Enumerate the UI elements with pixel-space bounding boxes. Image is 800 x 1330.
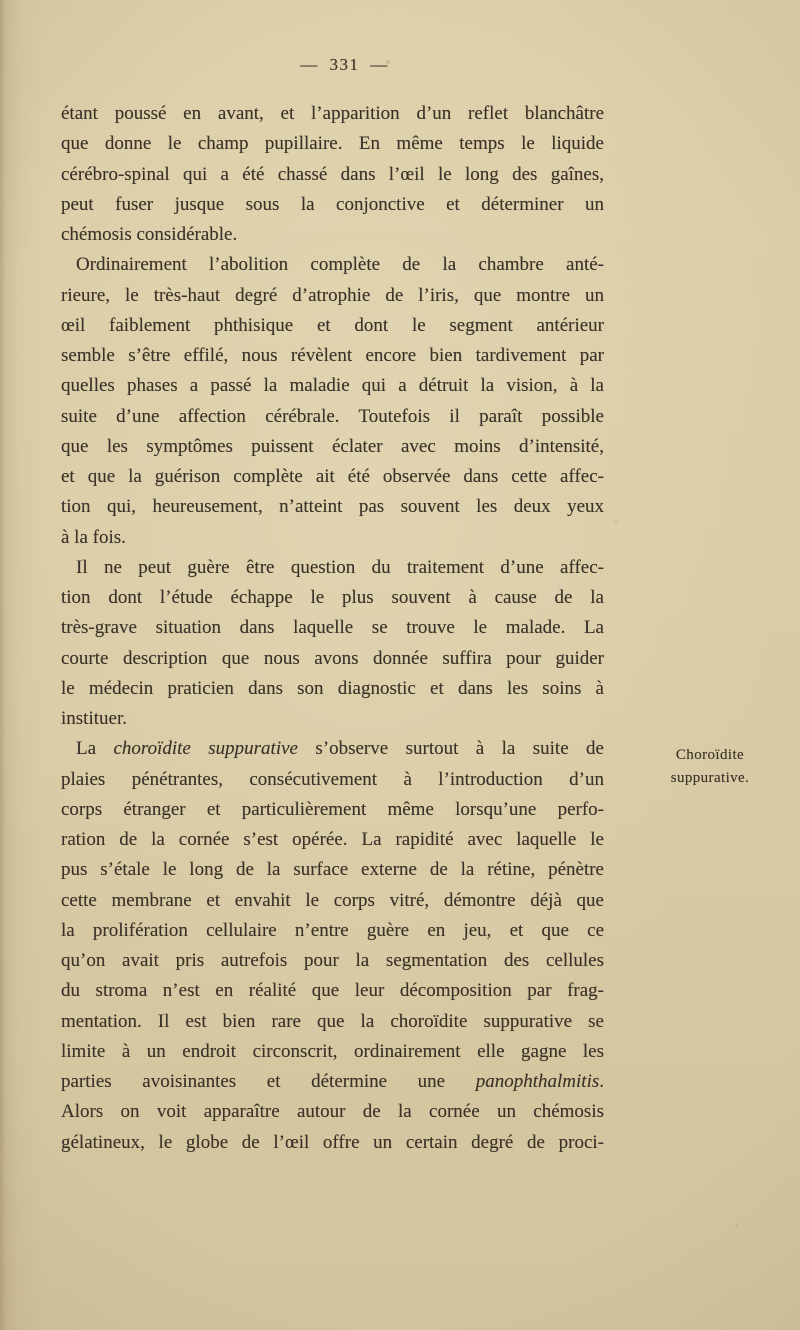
body-text: que les symptômes puissent éclater avec moins d’intensité, [61,435,604,457]
body-text: rieure, le très-haut degré d’atrophie de l’iris, que montre un [61,284,604,306]
body-line [61,1007,604,1037]
body-text: limite à un endroit circonscrit, ordinairement elle gagne les [61,1040,604,1062]
body-line [61,402,604,432]
body-text: suite d’une affection cérébrale. Toutefois il paraît possible [61,405,604,427]
body-text: le médecin praticien dans son diagnostic et dans les soins à [61,677,604,699]
body-line [61,523,604,553]
body-line [61,976,604,1006]
body-text: Il ne peut guère être question du traitement d’une affec- [76,556,604,578]
body-text: La [76,738,114,760]
body-line [61,886,604,916]
margin-note-line: suppurative. [670,769,750,786]
page-number: — 331 — [300,55,389,74]
body-text: gélatineux, le globe de l’œil offre un certain degré de proci- [61,1131,604,1153]
body-line [61,281,604,311]
body-text: courte description que nous avons donnée suffira pour guider [61,647,604,669]
body-line [61,341,604,371]
body-text: semble s’être effilé, nous révèlent encore bien tardivement par [61,345,604,366]
margin-note [645,744,775,789]
body-text: parties avoisinantes et détermine une [61,1071,476,1092]
body-text: plaies pénétrantes, consécutivement à l’introduction d’un [61,768,604,790]
body-text: très-grave situation dans laquelle se trouve le malade. La [61,617,604,639]
body-text: et que la guérison complète ait été observée dans cette affec- [61,466,604,487]
body-text: Ordinairement l’abolition complète de la chambre anté- [76,254,604,276]
body-line [61,704,604,734]
body-text: . [599,1071,604,1092]
body-text: tion dont l’étude échappe le plus souvent à cause de la [61,587,604,608]
body-line [61,674,604,704]
italic-term: choroïdite suppurative [113,738,298,760]
body-line [61,250,604,280]
body-line [61,765,604,795]
body-text: s’observe surtout à la suite de [297,738,604,760]
body-line [61,946,604,976]
body-line [61,855,604,885]
body-text: cérébro-spinal qui a été chassé dans l’œil le long des gaînes, [61,163,604,185]
body-line [61,371,604,401]
page-text-block [61,99,604,1158]
body-line [61,825,604,855]
body-line [61,129,604,159]
body-line [61,160,604,190]
body-line [61,432,604,462]
body-line [61,190,604,220]
body-text: cette membrane et envahit le corps vitré, démontre déjà que [61,889,604,911]
body-line [61,916,604,946]
body-text: du stroma n’est en réalité que leur décomposition par frag- [61,980,604,1002]
body-text: mentation. Il est bien rare que la choroïdite suppurative se [61,1010,604,1032]
body-text: Alors on voit apparaître autour de la cornée un chémosis [61,1101,604,1123]
body-text: tion qui, heureusement, n’atteint pas souvent les deux yeux [61,496,604,518]
body-line [61,734,604,764]
body-line [61,311,604,341]
body-line [61,583,604,613]
body-line [61,1037,604,1067]
body-line [61,99,604,129]
body-line [61,220,604,250]
margin-note-line: Choroïdite [675,747,745,763]
body-line [61,644,604,674]
body-text: corps étranger et particulièrement même lorsqu’une perfo- [61,798,604,820]
body-line [61,462,604,492]
body-text: chémosis considérable. [61,224,238,245]
body-text: étant poussé en avant, et l’apparition d’un reflet blanchâtre [61,103,604,124]
body-line [61,553,604,583]
body-text: ration de la cornée s’est opérée. La rapidité avec laquelle le [61,829,604,850]
body-line [61,795,604,825]
body-text: la prolifération cellulaire n’entre guère en jeu, et que ce [61,919,604,941]
body-line [61,492,604,522]
italic-term: panophthalmitis [475,1071,600,1092]
body-line [61,1128,604,1158]
body-text: qu’on avait pris autrefois pour la segmentation des cellules [61,950,604,971]
body-line [61,613,604,643]
body-text: à la fois. [61,526,126,548]
body-text: quelles phases a passé la maladie qui a détruit la vision, à la [61,375,604,397]
body-text: pus s’étale le long de la surface externe de la rétine, pénètre [61,859,604,881]
body-text: œil faiblement phthisique et dont le segment antérieur [61,314,604,336]
body-text: peut fuser jusque sous la conjonctive et déterminer un [61,193,604,215]
body-line [61,1067,604,1097]
body-text: que donne le champ pupillaire. En même temps le liquide [61,133,604,155]
body-text: instituer. [61,708,127,729]
body-line [61,1097,604,1127]
